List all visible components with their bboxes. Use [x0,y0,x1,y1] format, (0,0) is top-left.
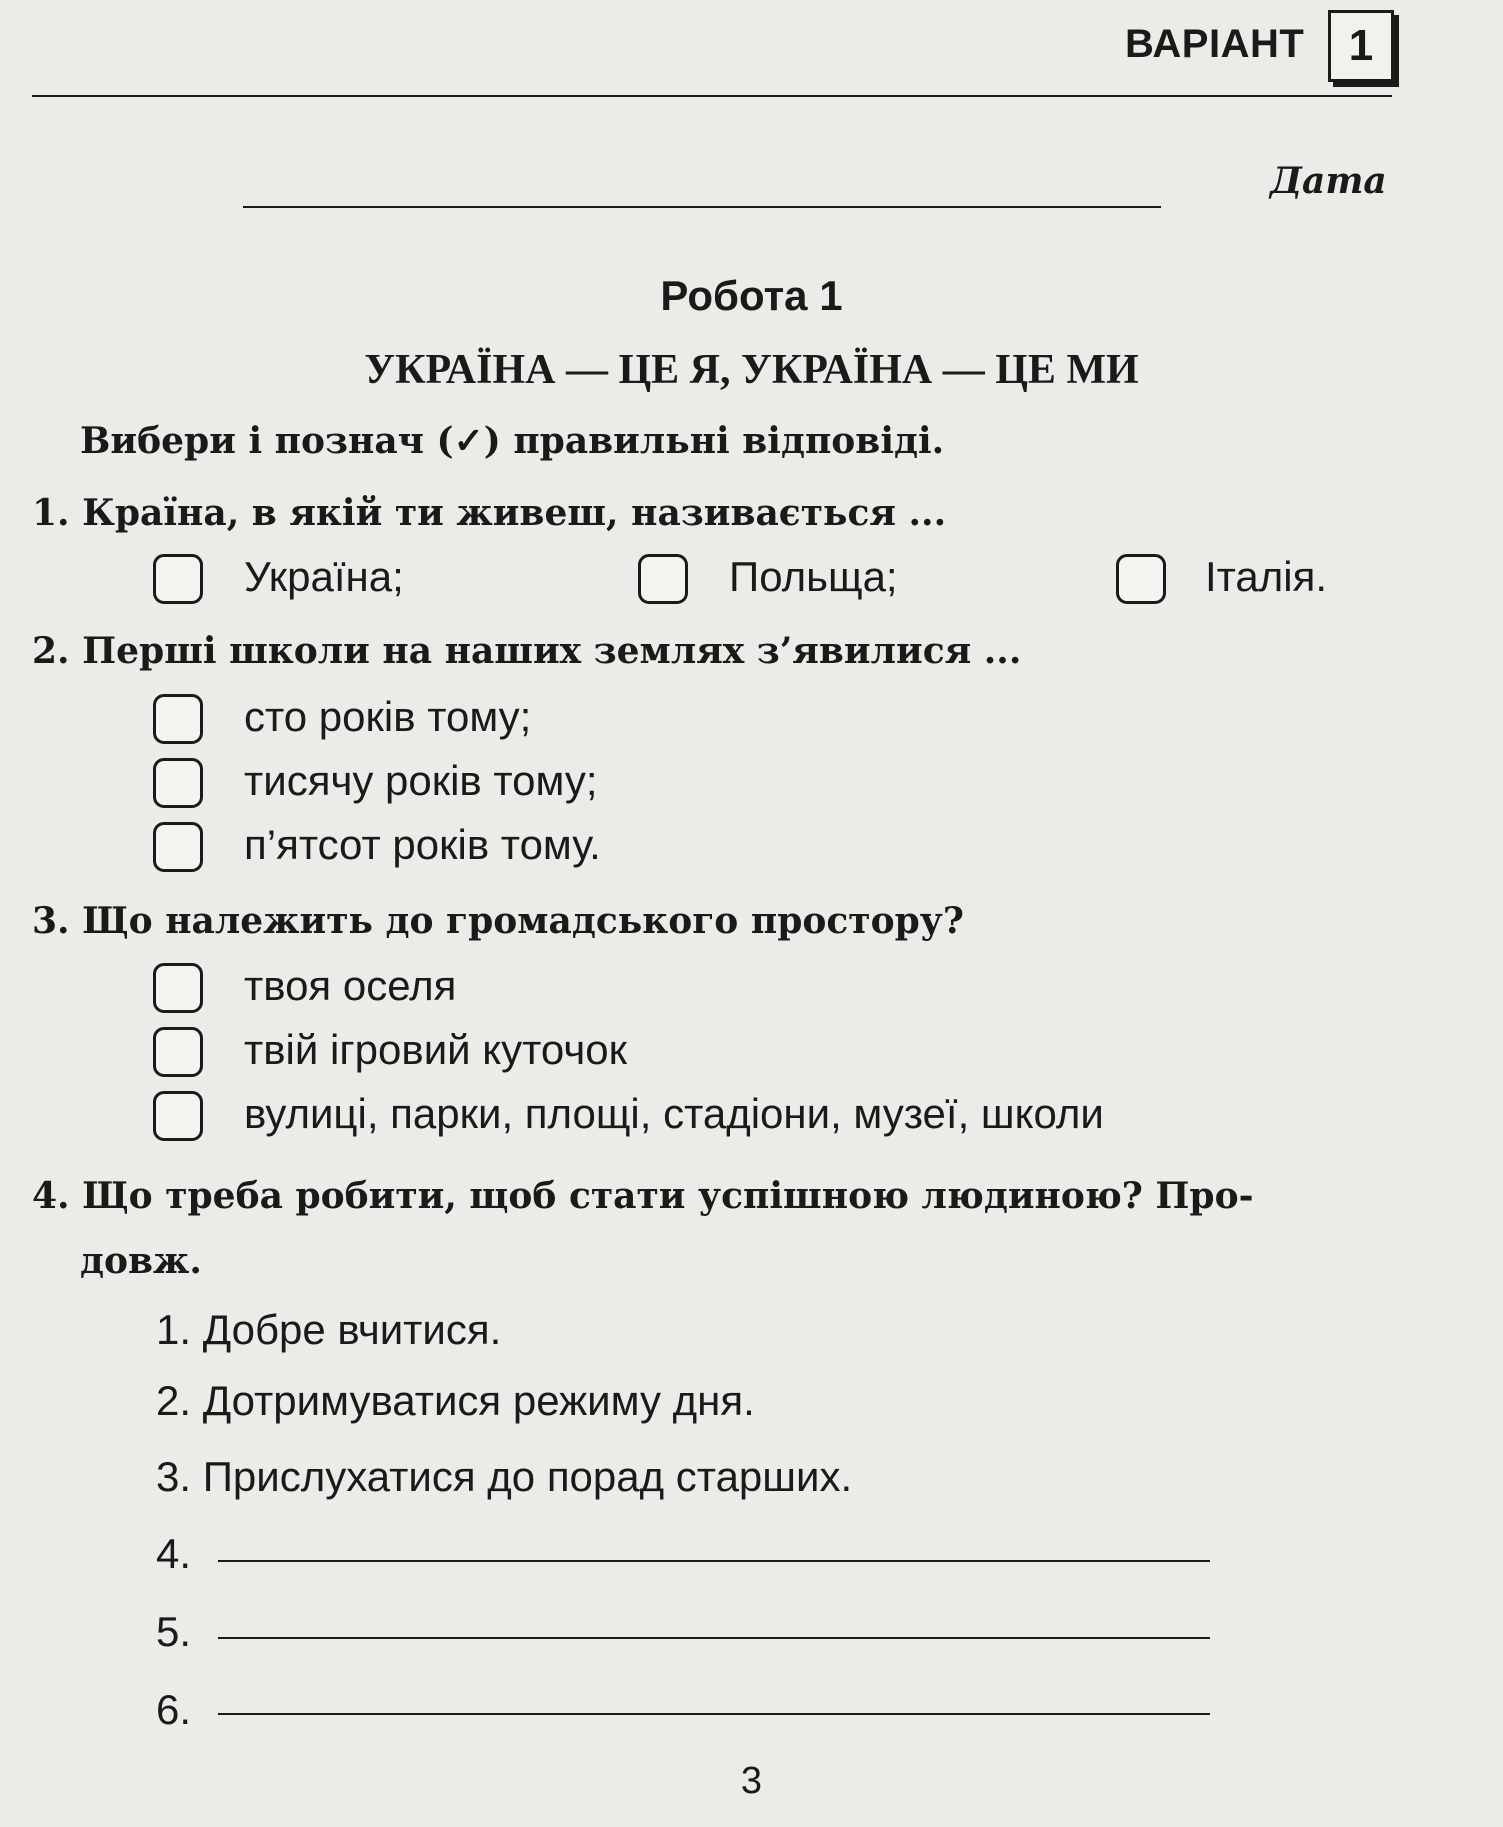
answer-2: 2. Дотримуватися режиму дня. [156,1377,755,1424]
question-2: 2. Перші школи на наших землях з’явилися ... [32,630,1022,672]
checkbox-q1-option-2[interactable] [638,554,688,604]
q3-option-1-label: твоя оселя [244,962,457,1009]
answer-6-number: 6. [156,1686,192,1733]
variant-number: 1 [1328,10,1394,82]
checkbox-q2-option-1[interactable] [153,694,203,744]
q1-option-3-label: Італія. [1205,553,1328,600]
question-4-continued: довж. [80,1240,202,1282]
page-number: 3 [740,1760,763,1802]
checkbox-q3-option-1[interactable] [153,963,203,1013]
q2-option-2-label: тисячу років тому; [244,757,598,804]
q3-option-2-label: твій ігровий куточок [244,1026,627,1073]
q3-option-3-label: вулиці, парки, площі, стадіони, музеї, школи [244,1090,1104,1137]
checkbox-q2-option-3[interactable] [153,822,203,872]
answer-4-number: 4. [156,1530,192,1577]
checkbox-q2-option-2[interactable] [153,758,203,808]
checkbox-q1-option-1[interactable] [153,554,203,604]
checkbox-q3-option-3[interactable] [153,1091,203,1141]
instruction: Вибери і познач (✓) правильні відповіді. [80,420,945,462]
date-field[interactable] [243,206,1161,208]
variant-label: ВАРІАНТ [1125,22,1305,66]
answer-1: 1. Добре вчитися. [156,1306,502,1353]
answer-4-line[interactable] [218,1560,1210,1562]
question-1: 1. Країна, в якій ти живеш, називається ... [32,492,947,534]
q1-option-2-label: Польща; [729,553,898,600]
checkbox-q1-option-3[interactable] [1116,554,1166,604]
answer-3: 3. Прислухатися до порад старших. [156,1453,853,1500]
q2-option-1-label: сто років тому; [244,693,532,740]
checkbox-q3-option-2[interactable] [153,1027,203,1077]
answer-6-line[interactable] [218,1713,1210,1715]
question-3: 3. Що належить до громадського простору? [32,900,964,942]
header-divider [32,95,1392,97]
answer-5-line[interactable] [218,1637,1210,1639]
work-title: Робота 1 [660,272,843,319]
work-subtitle: УКРАЇНА — ЦЕ Я, УКРАЇНА — ЦЕ МИ [364,347,1139,393]
q2-option-3-label: п’ятсот років тому. [244,821,601,868]
question-4: 4. Що треба робити, щоб стати успішною людиною? Про- [32,1175,1254,1217]
answer-5-number: 5. [156,1608,192,1655]
q1-option-1-label: Україна; [244,553,404,600]
date-label: Дата [1270,160,1387,202]
